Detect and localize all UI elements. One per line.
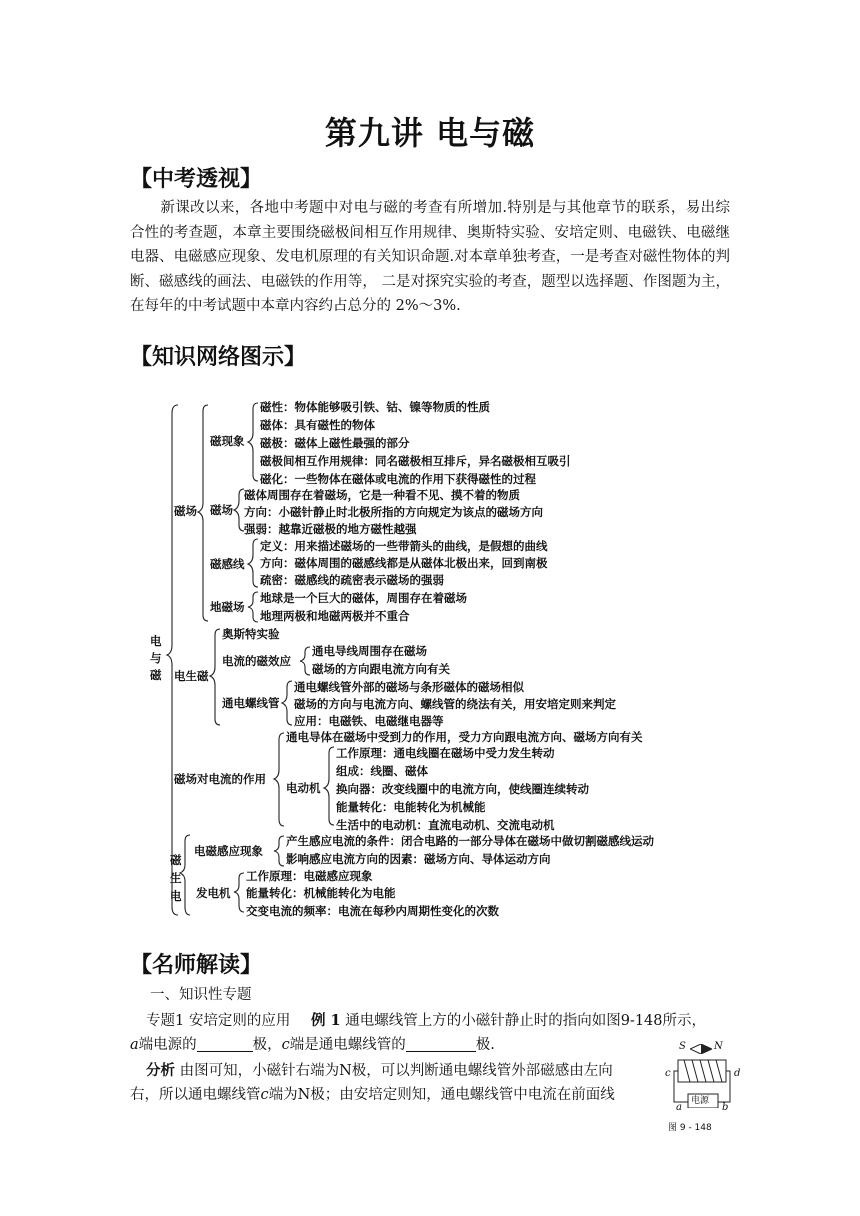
- node-cichang-2: 磁场: [210, 503, 233, 517]
- leaf: 磁场的方向跟电流方向有关: [312, 662, 450, 676]
- section-heading-interpretation: 【名师解读】: [130, 953, 263, 978]
- leaf: 通电导线周围存在磁场: [312, 644, 427, 658]
- leaf: 方向：小磁针静止时北极所指的方向规定为该点的磁场方向: [244, 505, 543, 519]
- knowledge-tree: [140, 395, 720, 920]
- leaf: 磁极间相互作用规律：同名磁极相互排斥，异名磁极相互吸引: [260, 454, 571, 468]
- leaf: 通电螺线管外部的磁场与条形磁体的磁场相似: [294, 680, 524, 694]
- leaf: 磁极：磁体上磁性最强的部分: [260, 436, 410, 450]
- analysis-label: 分析: [146, 1062, 175, 1079]
- leaf: 磁性：物体能够吸引铁、钴、镍等物质的性质: [260, 400, 490, 414]
- leaf: 通电导体在磁场中受到力的作用，受力方向跟电流方向、磁场方向有关: [286, 730, 643, 744]
- section-heading-overview: 【中考透视】: [130, 167, 263, 192]
- node-dianshengci: 电生磁: [174, 669, 209, 683]
- leaf: 换向器：改变线圈中的电流方向，使线圈连续转动: [336, 782, 589, 796]
- compass-n-label: N: [714, 1041, 723, 1052]
- node-cishengdian: 磁生电: [170, 853, 182, 903]
- topic-title: 专题1 安培定则的应用: [146, 1013, 291, 1029]
- compass-needle-icon: [690, 1044, 712, 1054]
- node-cixiaoying: 电流的磁效应: [222, 654, 291, 668]
- compass-s-label: S: [679, 1041, 686, 1052]
- var-c: c: [281, 1037, 290, 1053]
- leaf: 磁体：具有磁性的物体: [260, 418, 375, 432]
- figure-solenoid: [662, 1040, 742, 1136]
- power-source-label: 电源: [691, 1096, 710, 1106]
- terminal-b-label: b: [722, 1102, 729, 1113]
- terminal-a-label: a: [676, 1102, 682, 1113]
- leaf: 地球是一个巨大的磁体，周围存在着磁场: [260, 591, 467, 605]
- leaf: 产生感应电流的条件：闭合电路的一部分导体在磁场中做切割磁感线运动: [286, 834, 654, 848]
- leaf: 工作原理：通电线圈在磁场中受力发生转动: [336, 746, 555, 760]
- leaf: 疏密：磁感线的疏密表示磁场的强弱: [260, 573, 444, 587]
- leaf: 能量转化：电能转化为机械能: [336, 800, 486, 814]
- example-line-2: a端电源的 极，c端是通电螺线管的 极.: [130, 1037, 495, 1053]
- node-diandongji: 电动机: [286, 781, 321, 795]
- terminal-c-label: c: [665, 1068, 671, 1079]
- analysis-line-1: 分析 由图可知，小磁针右端为N极，可以判断通电螺线管外部磁感由左向: [146, 1062, 613, 1079]
- node-dicichang: 地磁场: [210, 600, 245, 614]
- node-cichang: 磁场: [174, 504, 197, 518]
- leaf: 定义：用来描述磁场的一些带箭头的曲线，是假想的曲线: [260, 539, 548, 553]
- leaf: 磁化：一些物体在磁体或电流的作用下获得磁性的过程: [260, 472, 536, 486]
- leaf: 磁场的方向与电流方向、螺线管的绕法有关，用安培定则来判定: [294, 697, 616, 711]
- overview-text: 新课改以来，各地中考题中对电与磁的考查有所增加.特别是与其他章节的联系，易出综合性的考查题，本章主要围绕磁极间相互作用规律、奥斯特实验、安培定则、电磁铁、电磁继电器、电磁感应现象、发电机原理的有关知识命题.对本章单独考查，一是考查对磁性物体的判断、磁感线的画法、电磁铁的作用等， 二是对探究实验的考查，题型以选择题、作图题为主，在每年的中考试题中本章内容约占总分的 2%～3%.: [130, 200, 730, 314]
- answer-blank-2[interactable]: [406, 1037, 476, 1052]
- figure-caption: 图 9 - 148: [668, 1123, 712, 1133]
- node-cixianxiang: 磁现象: [210, 434, 245, 448]
- leaf: 影响感应电流方向的因素：磁场方向、导体运动方向: [286, 852, 551, 866]
- node-zuoyong: 磁场对电流的作用: [174, 772, 266, 786]
- var-a: a: [130, 1037, 139, 1053]
- leaf: 能量转化：机械能转化为电能: [246, 886, 396, 900]
- example-line-1: [146, 1008, 746, 1034]
- analysis-line-2: 右，所以通电螺线管c端为N极；由安培定则知，通电螺线管中电流在前面线: [130, 1087, 615, 1103]
- node-aositete: 奥斯特实验: [222, 627, 280, 641]
- terminal-d-label: d: [734, 1068, 741, 1079]
- leaf: 强弱：越靠近磁极的地方磁性越强: [244, 522, 417, 536]
- page-title: 第九讲 电与磁: [324, 114, 536, 152]
- node-fadianji: 发电机: [196, 886, 231, 900]
- leaf: 工作原理：电磁感应现象: [246, 869, 373, 883]
- leaf: 生活中的电动机：直流电动机、交流电动机: [336, 818, 555, 832]
- leaf: 应用：电磁铁、电磁继电器等: [294, 714, 444, 728]
- section-heading-network: 【知识网络图示】: [130, 345, 307, 370]
- node-luoxianguan: 通电螺线管: [222, 696, 280, 710]
- leaf: 方向：磁体周围的磁感线都是从磁体北极出来，回到南极: [260, 556, 548, 570]
- subheading-knowledge: 一、知识性专题: [150, 987, 252, 1003]
- node-ganying: 电磁感应现象: [194, 844, 263, 858]
- example-text: 通电螺线管上方的小磁针静止时的指向如图9-148所示，: [345, 1013, 707, 1029]
- tree-root: 电与磁: [150, 634, 162, 682]
- answer-blank-1[interactable]: [197, 1037, 253, 1052]
- overview-paragraph: [130, 196, 730, 319]
- leaf: 组成：线圈、磁体: [336, 764, 428, 778]
- node-ciganxian: 磁感线: [210, 557, 245, 571]
- leaf: 交变电流的频率：电流在每秒内周期性变化的次数: [246, 904, 499, 918]
- leaf: 地理两极和地磁两极并不重合: [260, 609, 410, 623]
- leaf: 磁体周围存在着磁场，它是一种看不见、摸不着的物质: [244, 488, 520, 502]
- example-label: 例 1: [310, 1012, 341, 1029]
